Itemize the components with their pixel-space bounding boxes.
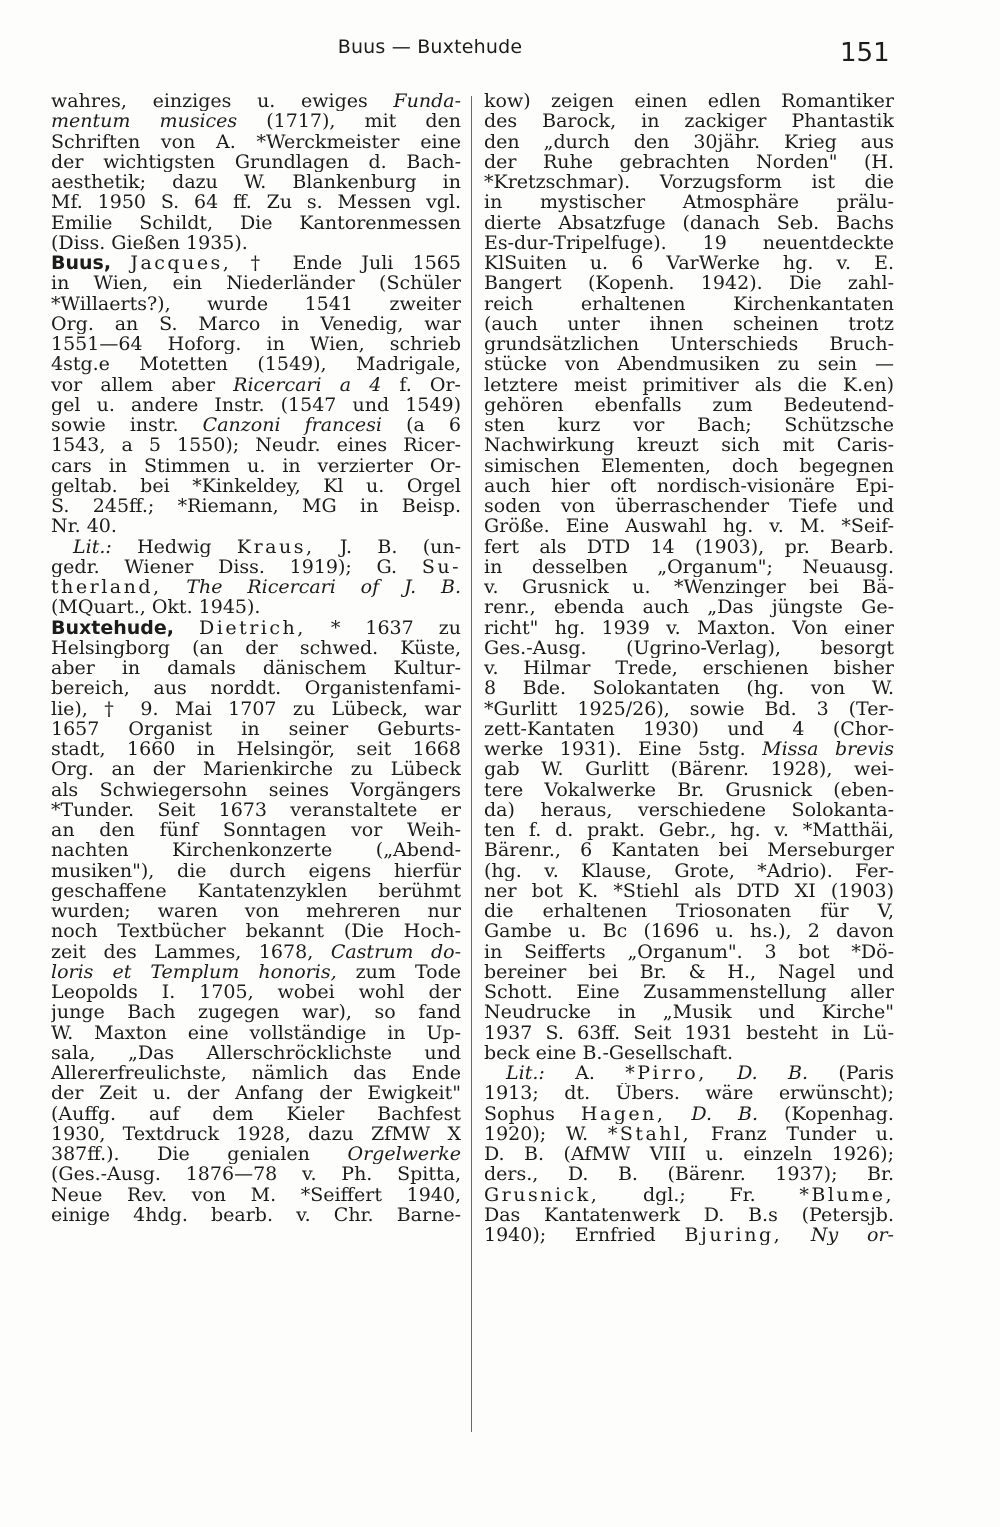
text-line: den „durch den 30jähr. Krieg aus <box>484 131 894 152</box>
text-line: Größe. Eine Auswahl hg. v. M. *Seif- <box>484 516 894 537</box>
text-line: W. Maxton eine vollständige in Up- <box>51 1022 461 1043</box>
text-line: Helsingborg (an der schwed. Küste, <box>51 637 461 658</box>
text-line: stücke von Abendmusiken zu sein — <box>484 354 894 375</box>
text-line: Bärenr., 6 Kantaten bei Merseburger <box>484 840 894 861</box>
text-line: wurden; waren von mehreren nur <box>51 901 461 922</box>
headword-buxtehude: Buxtehude, <box>51 617 174 638</box>
text-line: Org. an S. Marco in Venedig, war <box>51 313 461 334</box>
text-line: 387ff.). Die genialen Orgelwerke <box>51 1144 461 1165</box>
text-line: 1937 S. 63ff. Seit 1931 besteht in Lü- <box>484 1022 894 1043</box>
text-line: Bangert (Kopenh. 1942). Die zahl- <box>484 273 894 294</box>
text-line: Das Kantatenwerk D. B.s (Petersjb. <box>484 1204 894 1225</box>
text-line: Mf. 1950 S. 64 ff. Zu s. Messen vgl. <box>51 192 461 213</box>
text-line: D. B. (AfMW VIII u. einzeln 1926); <box>484 1144 894 1165</box>
text-line: reich erhaltenen Kirchenkantaten <box>484 293 894 314</box>
text-line: die erhaltenen Triosonaten für V, <box>484 901 894 922</box>
literature-line: Lit.: Hedwig Kraus, J. B. (un- <box>73 536 461 557</box>
text-line: S. 245ff.; *Riemann, MG in Beisp. <box>51 496 461 517</box>
text-line: geschaffene Kantatenzyklen berühmt <box>51 880 461 901</box>
text-line: stadt, 1660 in Helsingör, seit 1668 <box>51 739 461 760</box>
text-line: Es-dur-Tripelfuge). 19 neuentdeckte <box>484 232 894 253</box>
text-line: letztere meist primitiver als die K.en) <box>484 374 894 395</box>
text-line: der Ruhe gebrachten Norden" (H. <box>484 151 894 172</box>
text-line: soden von überraschender Tiefe und <box>484 496 894 517</box>
entry-buus-start: Buus, Jacques, † Ende Juli 1565 <box>51 253 461 274</box>
text-line: Ges.-Ausg. (Ugrino-Verlag), besorgt <box>484 637 894 658</box>
column-divider <box>471 96 472 1432</box>
text-line: therland, The Ricercari of J. B. <box>51 577 461 598</box>
text-line: (MQuart., Okt. 1945). <box>51 597 261 618</box>
text-line: renr., ebenda auch „Das jüngste Ge- <box>484 597 894 618</box>
text-line: fert als DTD 14 (1903), pr. Bearb. <box>484 536 894 557</box>
text-line: 1930, Textdruck 1928, dazu ZfMW X <box>51 1123 461 1144</box>
text-line: (auch unter ihnen scheinen trotz <box>484 313 894 334</box>
text-line: *Willaerts?), wurde 1541 zweiter <box>51 293 461 314</box>
text-line: sten kurz vor Bach; Schützsche <box>484 415 894 436</box>
text-line: Org. an der Marienkirche zu Lübeck <box>51 759 461 780</box>
text-line: 4stg.e Motetten (1549), Madrigale, <box>51 354 461 375</box>
text-line: gab W. Gurlitt (Bärenr. 1928), wei- <box>484 759 894 780</box>
text-line: in Seifferts „Organum". 3 bot *Dö- <box>484 941 894 962</box>
text-line: kow) zeigen einen edlen Romantiker <box>484 91 894 112</box>
text-line: ten f. d. prakt. Gebr., hg. v. *Matthäi, <box>484 820 894 841</box>
page-number: 151 <box>840 38 890 68</box>
text-line: v. Grusnick u. *Wenzinger bei Bä- <box>484 577 894 598</box>
text-line: aesthetik; dazu W. Blankenburg in <box>51 172 461 193</box>
text-line: Sophus Hagen, D. B. (Kopenhag. <box>484 1103 894 1124</box>
text-line: Gambe u. Bc (1696 u. hs.), 2 davon <box>484 921 894 942</box>
text-line: loris et Templum honoris, zum Tode <box>51 961 461 982</box>
text-line: Allererfreulichste, nämlich das Ende <box>51 1063 461 1084</box>
entry-buxtehude-start: Buxtehude, Dietrich, * 1637 zu <box>51 617 461 638</box>
text-line: 1551—64 Hoforg. in Wien, schrieb <box>51 334 461 355</box>
text-line: des Barock, in zackiger Phantastik <box>484 111 894 132</box>
text-line: simischen Elementen, doch begegnen <box>484 455 894 476</box>
text-line: Nachwirkung kreuzt sich mit Caris- <box>484 435 894 456</box>
text-line: in Wien, ein Niederländer (Schüler <box>51 273 461 294</box>
text-line: bereich, aus norddt. Organistenfami- <box>51 678 461 699</box>
text-line: cars in Stimmen u. in verzierter Or- <box>51 455 461 476</box>
text-line: wahres, einziges u. ewiges Funda- <box>51 91 461 112</box>
text-line: ders., D. B. (Bärenr. 1937); Br. <box>484 1164 894 1185</box>
text-line: (Auffg. auf dem Kieler Bachfest <box>51 1103 461 1124</box>
text-line: 1657 Organist in seiner Geburts- <box>51 718 461 739</box>
text-line: lie), † 9. Mai 1707 zu Lübeck, war <box>51 698 461 719</box>
text-line: grundsätzlichen Unterschieds Bruch- <box>484 334 894 355</box>
text-line: gel u. andere Instr. (1547 und 1549) <box>51 394 461 415</box>
text-line: *Tunder. Seit 1673 veranstaltete er <box>51 799 461 820</box>
text-line: sala, „Das Allerschröcklichste und <box>51 1042 461 1063</box>
text-line: Emilie Schildt, Die Kantorenmessen <box>51 212 461 233</box>
text-line: Schott. Eine Zusammenstellung aller <box>484 982 894 1003</box>
text-line: Schriften von A. *Werckmeister eine <box>51 131 461 152</box>
text-line: werke 1931). Eine 5stg. Missa brevis <box>484 739 894 760</box>
text-line: einige 4hdg. bearb. v. Chr. Barne- <box>51 1204 461 1225</box>
text-line: dierte Absatzfuge (danach Seb. Bachs <box>484 212 894 233</box>
text-line: bereiner bei Br. & H., Nagel und <box>484 961 894 982</box>
text-line: (Ges.-Ausg. 1876—78 v. Ph. Spitta, <box>51 1164 461 1185</box>
text-line: in mystischer Atmosphäre prälu- <box>484 192 894 213</box>
text-line: (Diss. Gießen 1935). <box>51 232 248 253</box>
text-line: musiken"), die durch eigens hierfür <box>51 860 461 881</box>
text-line: da) heraus, verschiedene Solokanta- <box>484 799 894 820</box>
text-line: in desselben „Organum"; Neuausg. <box>484 556 894 577</box>
headword-buus: Buus, <box>51 253 112 274</box>
text-line: sowie instr. Canzoni francesi (a 6 <box>51 415 461 436</box>
text-line: 1913; dt. Übers. wäre erwünscht); <box>484 1083 894 1104</box>
text-line: nachten Kirchenkonzerte („Abend- <box>51 840 461 861</box>
text-line: der wichtigsten Grundlagen d. Bach- <box>51 151 461 172</box>
text-line: beck eine B.-Gesellschaft. <box>484 1042 734 1063</box>
text-line: 1543, a 5 1550); Neudr. eines Ricer- <box>51 435 461 456</box>
text-line: *Kretzschmar). Vorzugsform ist die <box>484 172 894 193</box>
left-column <box>51 91 461 1225</box>
text-line: aber in damals dänischem Kultur- <box>51 658 461 679</box>
text-line: zett-Kantaten 1930) und 4 (Chor- <box>484 718 894 739</box>
text-line: junge Bach zugegen war), so fand <box>51 1002 461 1023</box>
literature-line: Lit.: A. *Pirro, D. B. (Paris <box>506 1063 894 1084</box>
right-column <box>484 91 894 1245</box>
running-head: Buus — Buxtehude <box>337 36 523 58</box>
text-line: an den fünf Sonntagen vor Weih- <box>51 820 461 841</box>
text-line: 1940); Ernfried Bjuring, Ny or- <box>484 1225 894 1246</box>
text-line: KlSuiten u. 6 VarWerke hg. v. E. <box>484 253 894 274</box>
text-line: v. Hilmar Trede, erschienen bisher <box>484 658 894 679</box>
text-line: Neue Rev. von M. *Seiffert 1940, <box>51 1184 461 1205</box>
text-line: Neudrucke in „Musik und Kirche" <box>484 1002 894 1023</box>
text-line: mentum musices (1717), mit den <box>51 111 461 132</box>
text-line: 8 Bde. Solokantaten (hg. von W. <box>484 678 894 699</box>
text-line: tere Vokalwerke Br. Grusnick (eben- <box>484 779 894 800</box>
text-line: vor allem aber Ricercari a 4 f. Or- <box>51 374 461 395</box>
text-line: Grusnick, dgl.; Fr. *Blume, <box>484 1184 894 1205</box>
text-line: *Gurlitt 1925/26), sowie Bd. 3 (Ter- <box>484 698 894 719</box>
text-line: noch Textbücher bekannt (Die Hoch- <box>51 921 461 942</box>
text-line: zeit des Lammes, 1678, Castrum do- <box>51 941 461 962</box>
text-line: als Schwiegersohn seines Vorgängers <box>51 779 461 800</box>
text-line: 1920); W. *Stahl, Franz Tunder u. <box>484 1123 894 1144</box>
text-line: (hg. v. Klause, Grote, *Adrio). Fer- <box>484 860 894 881</box>
text-line: geltab. bei *Kinkeldey, Kl u. Orgel <box>51 475 461 496</box>
text-line: auch hier oft nordisch-visionäre Epi- <box>484 475 894 496</box>
text-line: gehören ebenfalls zum Bedeutend- <box>484 394 894 415</box>
text-line: Nr. 40. <box>51 516 117 537</box>
text-line: richt" hg. 1939 v. Maxton. Von einer <box>484 617 894 638</box>
text-line: gedr. Wiener Diss. 1919); G. Su- <box>51 556 461 577</box>
text-line: ner bot K. *Stiehl als DTD XI (1903) <box>484 880 894 901</box>
text-line: Leopolds I. 1705, wobei wohl der <box>51 982 461 1003</box>
text-line: der Zeit u. der Anfang der Ewigkeit" <box>51 1083 461 1104</box>
